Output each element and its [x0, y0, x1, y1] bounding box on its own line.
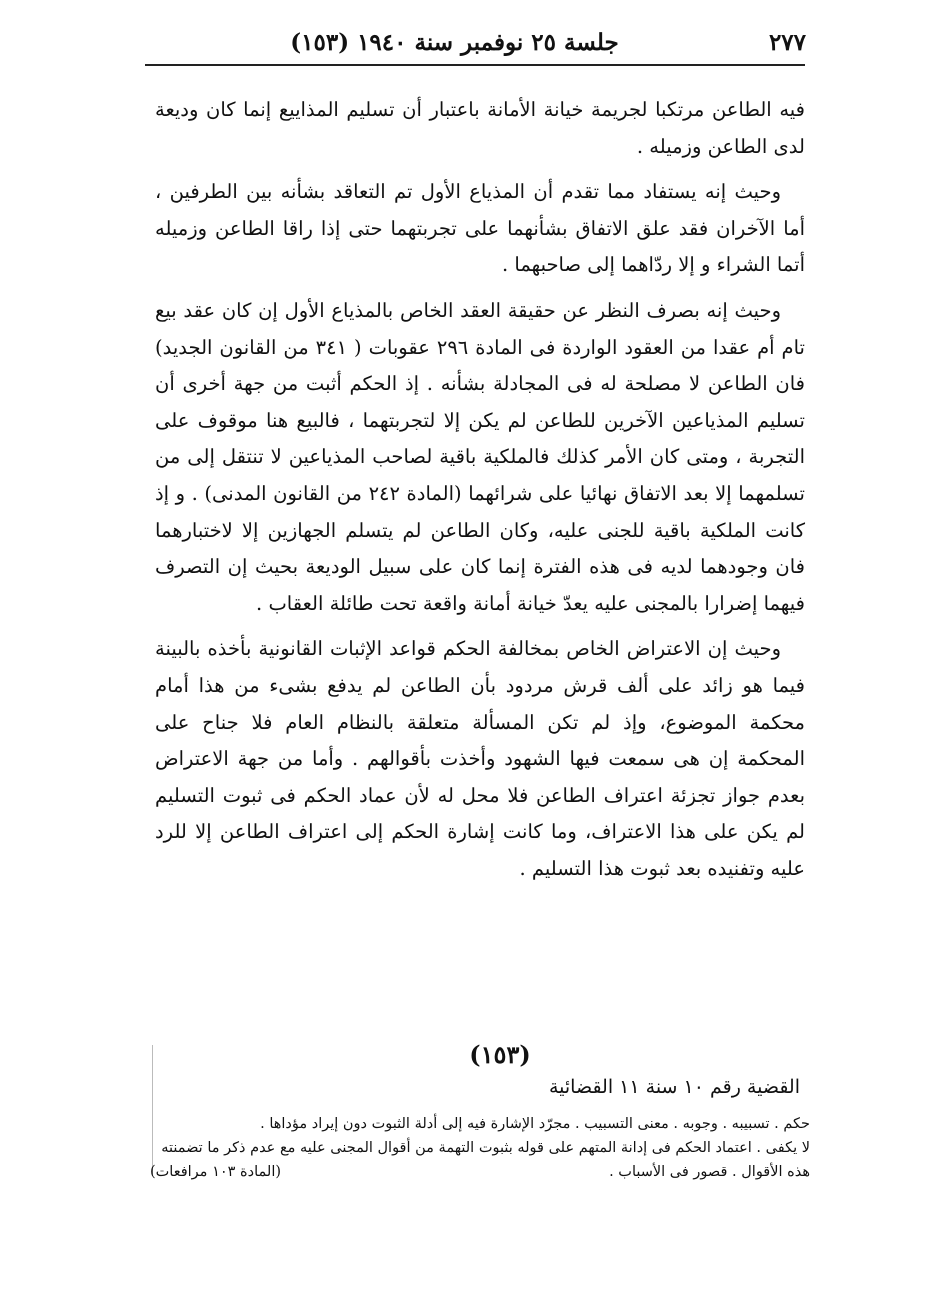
case-summary: [150, 1112, 810, 1184]
paragraph: وحيث إنه يستفاد مما تقدم أن المذياع الأول تم التعاقد بشأنه بين الطرفين ، أما الآخران فقد علق الاتفاق بشأنهما على تجربتهما حتى إذا راقا الطاعن وزميله أتما الشراء و إلا ردّاهما إلى صاحبهما .: [155, 180, 805, 277]
session-title: جلسة ٢٥ نوفمبر سنة ١٩٤٠ (١٥٣): [290, 28, 619, 56]
summary-line: لا يكفى . اعتماد الحكم فى إدانة المتهم على قوله بثبوت التهمة من أقوال المجنى عليه مع عدم ذكر ما تضمنته: [161, 1140, 810, 1156]
paragraph: فيه الطاعن مرتكبا لجريمة خيانة الأمانة باعتبار أن تسليم المذاييع إنما كان وديعة لدى الطاعن وزميله .: [155, 98, 805, 158]
summary-line: هذه الأقوال . قصور فى الأسباب .: [609, 1164, 810, 1180]
article-reference: (المادة ١٠٣ مرافعات): [150, 1164, 282, 1180]
page-header: [140, 22, 806, 62]
paragraph: وحيث إن الاعتراض الخاص بمخالفة الحكم قواعد الإثبات القانونية بأخذه بالبينة فيما هو زائد على ألف قرش مردود بأن الطاعن لم يدفع بشىء من هذا أمام محكمة الموضوع، وإذ لم تكن المسألة متعلقة بالنظام العام فلا جناح على المحكمة إن هى سمعت فيها الشهود وأخذت بأقوالهم . وأما من جهة الاعتراض بعدم جواز تجزئة اعتراف الطاعن فلا محل له لأن عماد الحكم فى ثبوت التسليم لم يكن على هذا الاعتراف، وما كانت إشارة الحكم إلى اعتراف الطاعن إلا للرد عليه وتفنيده بعد ثبوت هذا التسليم .: [155, 637, 805, 880]
body-text: [155, 92, 805, 896]
header-rule: [145, 64, 805, 66]
case-reference: القضية رقم ١٠ سنة ١١ القضائية: [548, 1076, 800, 1098]
summary-line: حكم . تسبيبه . وجوبه . معنى التسبيب . مجرّد الإشارة فيه إلى أدلة الثبوت دون إيراد مؤداها .: [260, 1116, 810, 1132]
paragraph: وحيث إنه بصرف النظر عن حقيقة العقد الخاص بالمذياع الأول إن كان عقد بيع تام أم عقدا من العقود الواردة فى المادة ٢٩٦ عقوبات ( ٣٤١ من القانون الجديد) فان الطاعن لا مصلحة له فى المجادلة بشأنه . إذ الحكم أثبت من جهة أخرى أن تسليم المذياعين الآخرين للطاعن لم يكن إلا لتجربتهما ، فالبيع هنا موقوف على التجربة ، ومتى كان الأمر كذلك فالملكية باقية لصاحب المذياعين لا تنتقل إلى من تسلمهما إلا بعد الاتفاق نهائيا على شرائهما (المادة ٢٤٢ من القانون المدنى) . و إذ كانت الملكية باقية للجنى عليه، وكان الطاعن لم يتسلم الجهازين إلا لاختبارهما فان وجودهما لديه فى هذه الفترة إنما كان على سبيل الوديعة بحيث إن التصرف فيهما إضرارا بالمجنى عليه يعدّ خيانة أمانة واقعة تحت طائلة العقاب .: [155, 298, 805, 615]
case-number: (١٥٣): [469, 1040, 531, 1069]
page-number: ٢٧٧: [768, 28, 806, 56]
summary-last-line: [150, 1160, 810, 1184]
